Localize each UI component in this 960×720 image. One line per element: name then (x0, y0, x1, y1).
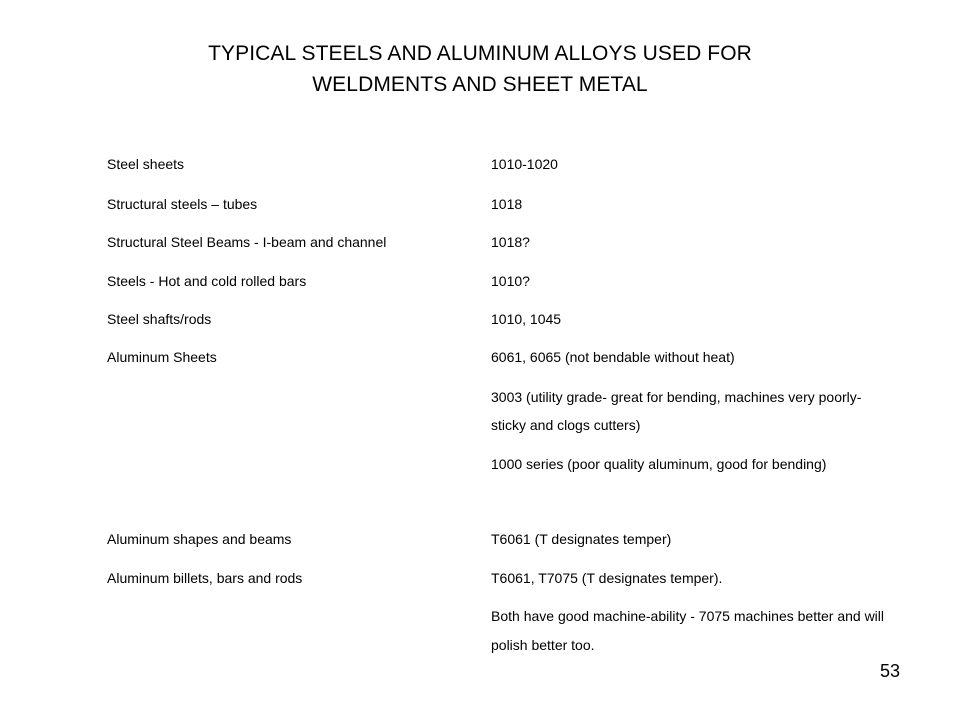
slide-title (0, 38, 960, 100)
row-label: Structural steels – tubes (107, 196, 258, 212)
row-label: Aluminum Sheets (107, 349, 217, 365)
row-value: 1010? (491, 273, 530, 289)
row-label: Aluminum billets, bars and rods (107, 570, 303, 586)
row-label: Structural Steel Beams - I-beam and channel (107, 234, 387, 250)
title-line-2: WELDMENTS AND SHEET METAL (312, 73, 648, 96)
row-value: 1010, 1045 (491, 311, 562, 327)
row-value: 1010-1020 (491, 156, 558, 172)
row-label: Steels - Hot and cold rolled bars (107, 273, 307, 289)
row-value: T6061 (T designates temper) (491, 531, 672, 547)
row-label: Steel sheets (107, 156, 185, 172)
title-line-1: TYPICAL STEELS AND ALUMINUM ALLOYS USED FOR (208, 42, 752, 65)
row-value: 3003 (utility grade- great for bending, machines very poorly-sticky and clogs cutters) (491, 389, 862, 433)
row-value: 1018? (491, 234, 530, 250)
row-value: 6061, 6065 (not bendable without heat) (491, 349, 735, 365)
row-label: Aluminum shapes and beams (107, 531, 292, 547)
row-value: 1000 series (poor quality aluminum, good for bending) (491, 456, 827, 472)
row-label: Steel shafts/rods (107, 311, 212, 327)
row-value: 1018 (491, 196, 523, 212)
row-value: T6061, T7075 (T designates temper). (491, 570, 723, 586)
page-number: 53 (879, 661, 900, 681)
row-value: Both have good machine-ability - 7075 machines better and will polish better too. (491, 608, 885, 653)
